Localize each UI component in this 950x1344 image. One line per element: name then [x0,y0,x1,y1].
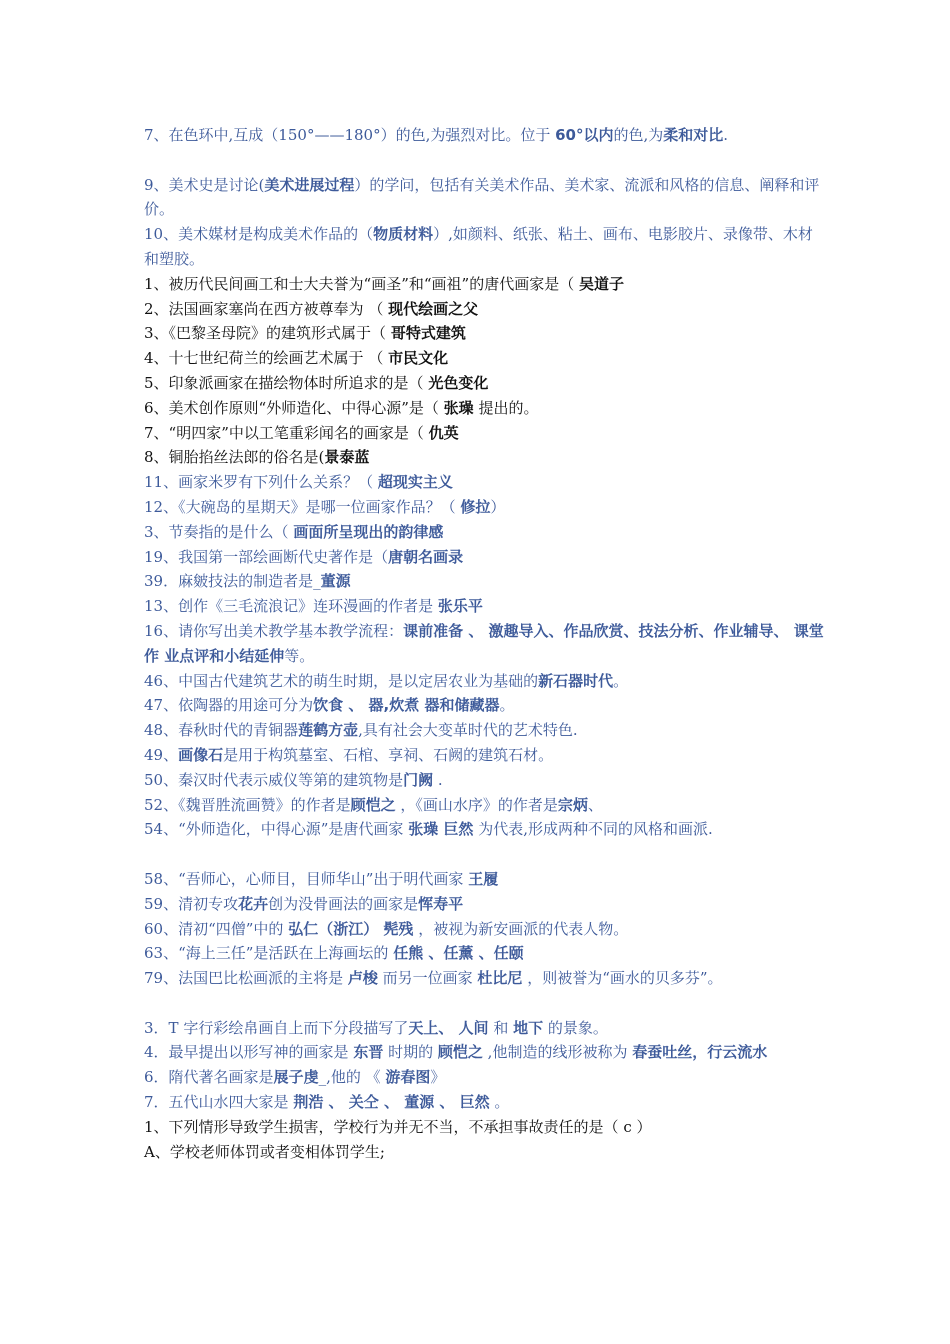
answer-text: 物质材料 [373,225,434,244]
answer-text: 杜比尼 [477,969,523,988]
answer-text: 修拉 [460,497,491,516]
question-text: ） [490,497,506,516]
question-text: 60、清初“四僧”中的 [144,919,289,938]
answer-text: 饮食 、 器,炊煮 器和储藏器 [313,696,500,715]
answer-text: 顾恺之 [437,1043,483,1062]
question-text: 79、法国巴比松画派的主将是 [144,969,348,988]
question-text: 和 [488,1018,514,1037]
text-line [144,123,824,148]
text-line [144,718,824,743]
answer-text: 董源 [320,572,351,591]
text-line [144,445,824,470]
answer-text: 张璪 [443,398,474,417]
answer-text: 天上、 人间 [408,1018,489,1037]
question-text: 46、中国古代建筑艺术的萌生时期，是以定居农业为基础的 [144,671,539,690]
question-text: 16、请你写出美术教学基本教学流程： [144,621,404,640]
question-text: 9、美术史是讨论( [144,175,265,194]
question-text: _,他的 《 [318,1068,386,1087]
answer-text: 现代绘画之父 [388,299,479,318]
text-line [144,222,824,272]
question-text: 6．隋代著名画家是 [144,1068,274,1087]
answer-text: 莲鹤方壶 [298,721,359,740]
text-line [144,1140,824,1165]
answer-text: 画面所呈现出的韵律感 [293,522,444,541]
question-text: 。 [613,671,629,690]
question-text: 》 [430,1068,446,1087]
blank-line [144,842,824,867]
text-line [144,421,824,446]
question-text: 11、画家米罗有下列什么关系？（ [144,473,378,492]
answer-text: 东晋 [353,1043,384,1062]
document-body [144,123,824,1164]
question-text: . [723,126,729,144]
question-text: ，则被誉为“画水的贝多芬”。 [522,969,723,988]
question-text: 54、“外师造化，中得心源”是唐代画家 [144,820,409,839]
question-text: ，《画山水序》的作者是 [395,795,558,814]
text-line [144,867,824,892]
text-line [144,1065,824,1090]
question-text: 49、 [144,745,179,764]
text-line [144,1115,824,1140]
question-text: 。 [499,696,515,715]
question-text: 、 [587,795,603,814]
answer-text: 任熊 、任薰 、任颐 [393,944,524,963]
question-text: 等。 [284,646,315,665]
question-text: 8、铜胎掐丝法郎的俗名是( [144,448,325,467]
answer-text: 画像石 [178,745,224,764]
text-line [144,966,824,991]
text-line [144,693,824,718]
answer-text: 景泰蓝 [324,448,370,467]
answer-text: 张璪 巨然 [408,820,474,839]
text-line [144,173,824,223]
text-line [144,817,824,842]
question-text: 时期的 [383,1043,438,1062]
text-line [144,569,824,594]
text-line [144,594,824,619]
answer-text: 市民文化 [388,349,449,368]
question-text: 6、美术创作原则“外师造化、中得心源”是（ [144,398,444,417]
text-line [144,371,824,396]
answer-text: 恽寿平 [418,894,464,913]
question-text: 58、“吾师心，心师目，目师华山”出于明代画家 [144,869,469,888]
question-text: ,具有社会大变革时代的艺术特色. [358,721,578,740]
text-line [144,1040,824,1065]
question-text: 12、《大碗岛的星期天》是哪一位画家作品？（ [144,497,461,516]
answer-text: 吴道子 [579,274,625,293]
question-text: 1、被历代民间画工和士大夫誉为“画圣”和“画祖”的唐代画家是（ [144,274,579,293]
question-text: ）,如颜料、纸张、粘土、画布、电影胶片、录像带、木材和塑胶。 [144,225,813,268]
question-text: 59、清初专攻 [144,894,239,913]
blank-line [144,991,824,1016]
question-text: 3、节奏指的是什么（ [144,522,294,541]
question-text: 7、“明四家”中以工笔重彩闻名的画家是（ [144,423,429,442]
text-line [144,520,824,545]
answer-text: 门阙 [403,770,434,789]
answer-text: 张乐平 [437,597,483,616]
question-text: A、学校老师体罚或者变相体罚学生; [144,1142,385,1161]
question-text: 19、我国第一部绘画断代史著作是（ [144,547,389,566]
answer-text: 美术进展过程 [264,175,355,194]
answer-text: 光色变化 [428,373,489,392]
text-line [144,743,824,768]
text-line [144,346,824,371]
answer-text: 唐朝名画录 [388,547,464,566]
answer-text: 游春图 [385,1068,431,1087]
question-text: 63、“海上三任”是活跃在上海画坛的 [144,944,394,963]
answer-text: 顾恺之 [350,795,396,814]
answer-text: 展子虔 [273,1068,319,1087]
answer-text: 60°以内 [555,126,614,144]
question-text: ，被视为新安画派的代表人物。 [413,919,629,938]
question-text: ,他制造的线形被称为 [482,1043,633,1062]
text-line [144,470,824,495]
question-text: 3、《巴黎圣母院》的建筑形式属于（ [144,324,391,343]
text-line [144,917,824,942]
answer-text: 新石器时代 [538,671,614,690]
question-text: 2、法国画家塞尚在西方被尊奉为 （ [144,299,389,318]
text-line [144,495,824,520]
question-text: 4．最早提出以形写神的画家是 [144,1043,354,1062]
question-text: 48、春秋时代的青铜器 [144,721,299,740]
question-text: 10、美术媒材是构成美术作品的（ [144,225,374,244]
question-text: 1、下列情形导致学生损害，学校行为并无不当，不承担事故责任的是（ c ） [144,1117,652,1136]
answer-text: 花卉 [238,894,269,913]
question-text: 的景象。 [543,1018,608,1037]
question-text: 47、依陶器的用途可分为 [144,696,314,715]
question-text: 的色,为 [613,126,664,144]
answer-text: 卢梭 [347,969,378,988]
text-line [144,545,824,570]
answer-text: 弘仁（浙江） 髡残 [288,919,414,938]
answer-text: 春蚕吐丝，行云流水 [632,1043,768,1062]
answer-text: 柔和对比 [663,126,724,144]
blank-line [144,148,824,173]
answer-text: 宗炳 [557,795,588,814]
text-line [144,321,824,346]
text-line [144,396,824,421]
text-line [144,793,824,818]
answer-text: 王履 [468,869,499,888]
question-text: 4、十七世纪荷兰的绘画艺术属于 （ [144,349,389,368]
question-text: 50、秦汉时代表示威仪等第的建筑物是 [144,770,404,789]
answer-text: 哥特式建筑 [390,324,466,343]
text-line [144,1090,824,1115]
text-line [144,941,824,966]
text-line [144,619,824,669]
question-text: 是用于构筑墓室、石棺、享祠、石阙的建筑石材。 [223,745,554,764]
question-text: 创为没骨画法的画家是 [268,894,419,913]
question-text: 3．T 字行彩绘帛画自上而下分段描写了 [144,1018,409,1037]
text-line [144,1016,824,1041]
question-text: 7．五代山水四大家是 [144,1093,294,1112]
text-line [144,768,824,793]
text-line [144,297,824,322]
question-text: 5、印象派画家在描绘物体时所追求的是（ [144,373,429,392]
question-text: . [433,770,443,789]
question-text: 提出的。 [473,398,539,417]
text-line [144,669,824,694]
answer-text: 地下 [513,1018,544,1037]
question-text: ）的学问，包括有关美术作品、美术家、流派和风格的信息、阐释和评价。 [144,175,820,219]
answer-text: 课前准备 、 激趣导入、作品欣赏、技法分析、作业辅导、 课堂作 业点评和小结延伸 [144,621,824,665]
question-text: 13、创作《三毛流浪记》连环漫画的作者是 [144,597,438,616]
question-text: 39．麻皴技法的制造者是_ [144,572,321,591]
question-text: 为代表,形成两种不同的风格和画派. [473,820,713,839]
question-text: 。 [489,1093,510,1112]
question-text: 7、在色环中,互成（150°——180°）的色,为强烈对比。位于 [144,126,556,144]
question-text: 而另一位画家 [377,969,478,988]
answer-text: 荆浩 、 关仝 、 董源 、 巨然 [293,1093,490,1112]
question-text: 52、《魏晋胜流画赞》的作者是 [144,795,351,814]
text-line [144,272,824,297]
answer-text: 仇英 [428,423,459,442]
text-line [144,892,824,917]
answer-text: 超现实主义 [377,473,453,492]
